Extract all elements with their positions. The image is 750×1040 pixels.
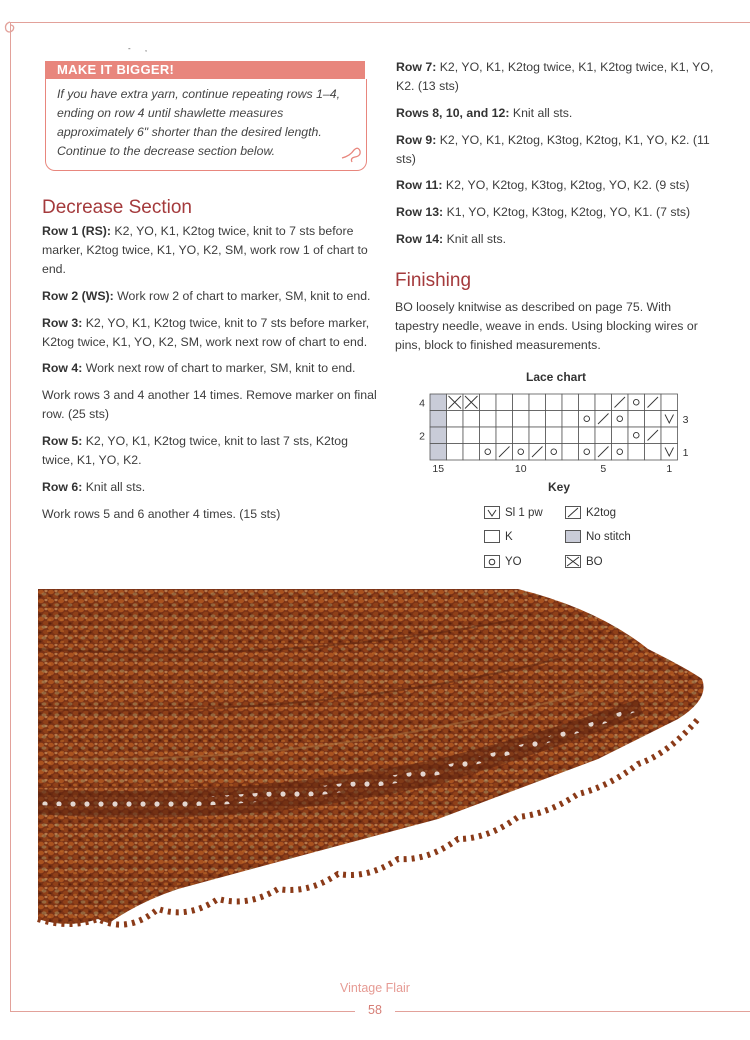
pattern-row-paragraph [42, 359, 382, 378]
chart-row-label: 4 [419, 397, 425, 410]
row-label: Row 3: [42, 315, 83, 330]
chart-cell [430, 411, 447, 428]
row-label: Rows 8, 10, and 12: [396, 105, 510, 120]
k2tog-icon [565, 506, 581, 519]
chart-cell [546, 444, 563, 461]
pattern-row-paragraph [42, 314, 382, 352]
pattern-row-paragraph [42, 287, 382, 306]
chart-col-label: 15 [432, 463, 445, 475]
chart-cell [480, 444, 497, 461]
shawlette-photo [38, 589, 714, 974]
chart-cell [430, 427, 447, 444]
row-label: Row 4: [42, 361, 83, 376]
chart-cell [628, 411, 645, 428]
row-instructions: K2, YO, K1, K2tog, K3tog, K2tog, K1, YO, K2. (11 sts) [396, 132, 710, 166]
key-label: K [505, 530, 513, 543]
box-curl-ornament [340, 146, 364, 168]
page-frame-left [10, 22, 11, 1012]
chart-cell [562, 427, 579, 444]
row-instructions: K2, YO, K1, K2tog twice, knit to 7 sts before marker, K2tog twice, K1, YO, K2, SM, work next row of chart to end. [42, 315, 370, 349]
pattern-row-paragraph [42, 386, 382, 424]
row-instructions: K2, YO, K2tog, K3tog, K2tog, YO, K2. (9 sts) [442, 178, 690, 193]
row-instructions: K1, YO, K2tog, K3tog, K2tog, YO, K1. (7 sts) [443, 205, 691, 220]
decrease-section-heading: Decrease Section [42, 197, 192, 218]
chart-cell [612, 444, 629, 461]
chart-row-label: 3 [682, 413, 689, 426]
chart-cell [480, 411, 497, 428]
key-label: Sl 1 pw [505, 506, 543, 519]
pattern-row-paragraph [42, 222, 382, 279]
chart-cell [562, 394, 579, 411]
chart-cell [480, 427, 497, 444]
chart-cell [496, 411, 513, 428]
row-instructions: Work next row of chart to marker, SM, knit to end. [82, 361, 356, 376]
pattern-row-paragraph [42, 478, 382, 497]
frame-curl-ornament [2, 14, 24, 36]
pattern-row-paragraph [396, 230, 716, 249]
chart-cell [546, 427, 563, 444]
rows-continued [396, 58, 716, 257]
row-label: Row 13: [396, 205, 444, 220]
chart-cell [496, 394, 513, 411]
key-item-knit [484, 530, 513, 543]
row-label: Row 14: [396, 231, 444, 246]
footer-book-title: Vintage Flair [340, 981, 410, 995]
pattern-row-paragraph [42, 505, 382, 524]
chart-cell [463, 427, 480, 444]
lace-chart-title: Lace chart [525, 370, 587, 384]
key-item-no-stitch [565, 530, 631, 543]
chart-cell [661, 427, 678, 444]
row-label: Row 7: [396, 60, 437, 74]
chart-cell [628, 444, 645, 461]
chart-cell [661, 444, 678, 461]
row-label: Row 5: [42, 433, 83, 448]
chart-cell [447, 411, 464, 428]
no-stitch-icon [565, 530, 581, 543]
chart-cell [579, 411, 596, 428]
chart-cell [513, 427, 530, 444]
row-label: Row 2 (WS): [42, 288, 114, 303]
page-frame-top [10, 22, 750, 23]
row-instructions: Work row 2 of chart to marker, SM, knit to end. [113, 288, 371, 303]
row-label: Row 1 (RS): [42, 224, 111, 238]
page-number: 58 [368, 1003, 382, 1017]
pattern-row-paragraph [396, 104, 716, 123]
make-it-bigger-text: If you have extra yarn, continue repeating rows 1–4, ending on row 4 until shawlette measures approximately 6" shorter than the desired length. Continue to the decrease section below. [57, 87, 340, 158]
chart-cell [612, 427, 629, 444]
pattern-row-paragraph [396, 58, 716, 96]
key-item-k2tog [565, 506, 616, 519]
key-item-sl1pw [484, 506, 543, 519]
chart-row-label: 1 [682, 446, 689, 459]
slip-stitch-icon [484, 506, 500, 519]
row-label: Row 6: [42, 479, 83, 494]
knit-icon [484, 530, 500, 543]
key-label: YO [505, 555, 522, 568]
page-frame-bottom-left [10, 1011, 355, 1012]
chart-cell [546, 394, 563, 411]
decrease-section-body [42, 222, 382, 531]
stray-mark: - , [128, 44, 154, 53]
chart-row-label: 2 [419, 430, 425, 443]
key-label: BO [586, 555, 603, 568]
chart-cell [463, 411, 480, 428]
chart-cell [447, 427, 464, 444]
finishing-text: BO loosely knitwise as described on page 75. With tapestry needle, weave in ends. Using blocking wires or pins, block to finished measurements. [395, 300, 698, 352]
chart-cell [595, 394, 612, 411]
pattern-row-paragraph [396, 203, 716, 222]
row-instructions: Knit all sts. [509, 105, 573, 120]
row-instructions: K2, YO, K1, K2tog twice, K1, K2tog twice, K1, YO, K2. (13 sts) [396, 60, 714, 93]
chart-cell [661, 411, 678, 428]
chart-cell [513, 394, 530, 411]
bind-off-icon [565, 555, 581, 568]
finishing-heading: Finishing [395, 270, 472, 291]
row-instructions: Knit all sts. [82, 479, 146, 494]
key-title: Key [547, 480, 570, 494]
chart-cell [661, 394, 678, 411]
chart-cell [529, 427, 546, 444]
yarn-over-icon [484, 555, 500, 568]
chart-cell [579, 394, 596, 411]
chart-cell [529, 394, 546, 411]
row-label: Row 9: [396, 132, 437, 147]
row-instructions: K2, YO, K1, K2tog twice, knit to 7 sts before marker, K2tog twice, K1, YO, K2, SM, work row 1 of chart to end. [42, 224, 368, 276]
page-frame-bottom-right [395, 1011, 750, 1012]
chart-cell [430, 444, 447, 461]
pattern-row-paragraph [396, 131, 716, 169]
chart-cell [645, 411, 662, 428]
pattern-row-paragraph [42, 432, 382, 470]
key-item-yo [484, 555, 522, 568]
chart-col-label: 1 [666, 463, 673, 475]
make-it-bigger-box [45, 79, 367, 171]
chart-cell [645, 444, 662, 461]
chart-cell [628, 427, 645, 444]
pattern-row-paragraph [396, 176, 716, 195]
chart-cell [579, 444, 596, 461]
chart-cell [529, 411, 546, 428]
lace-chart [410, 388, 700, 475]
key-label: K2tog [586, 506, 617, 519]
key-label: No stitch [586, 530, 631, 543]
chart-cell [447, 444, 464, 461]
row-instructions: Knit all sts. [443, 231, 507, 246]
row-instructions: Work rows 5 and 6 another 4 times. (15 sts) [42, 506, 281, 521]
row-instructions: Work rows 3 and 4 another 14 times. Remove marker on final row. (25 sts) [42, 388, 377, 422]
chart-cell [595, 427, 612, 444]
row-label: Row 11: [396, 178, 443, 193]
row-instructions: K2, YO, K1, K2tog twice, knit to last 7 sts, K2tog twice, K1, YO, K2. [42, 433, 348, 467]
chart-cell [562, 444, 579, 461]
chart-cell [496, 427, 513, 444]
chart-cell [628, 394, 645, 411]
chart-cell [579, 427, 596, 444]
chart-cell [463, 444, 480, 461]
chart-cell [546, 411, 563, 428]
chart-cell [612, 411, 629, 428]
chart-cell [430, 394, 447, 411]
chart-cell [480, 394, 497, 411]
chart-cell [513, 411, 530, 428]
chart-col-label: 10 [514, 463, 527, 475]
make-it-bigger-title: MAKE IT BIGGER! [45, 61, 365, 79]
key-item-bo [565, 555, 603, 568]
chart-cell [562, 411, 579, 428]
chart-cell [513, 444, 530, 461]
chart-col-label: 5 [600, 463, 607, 475]
